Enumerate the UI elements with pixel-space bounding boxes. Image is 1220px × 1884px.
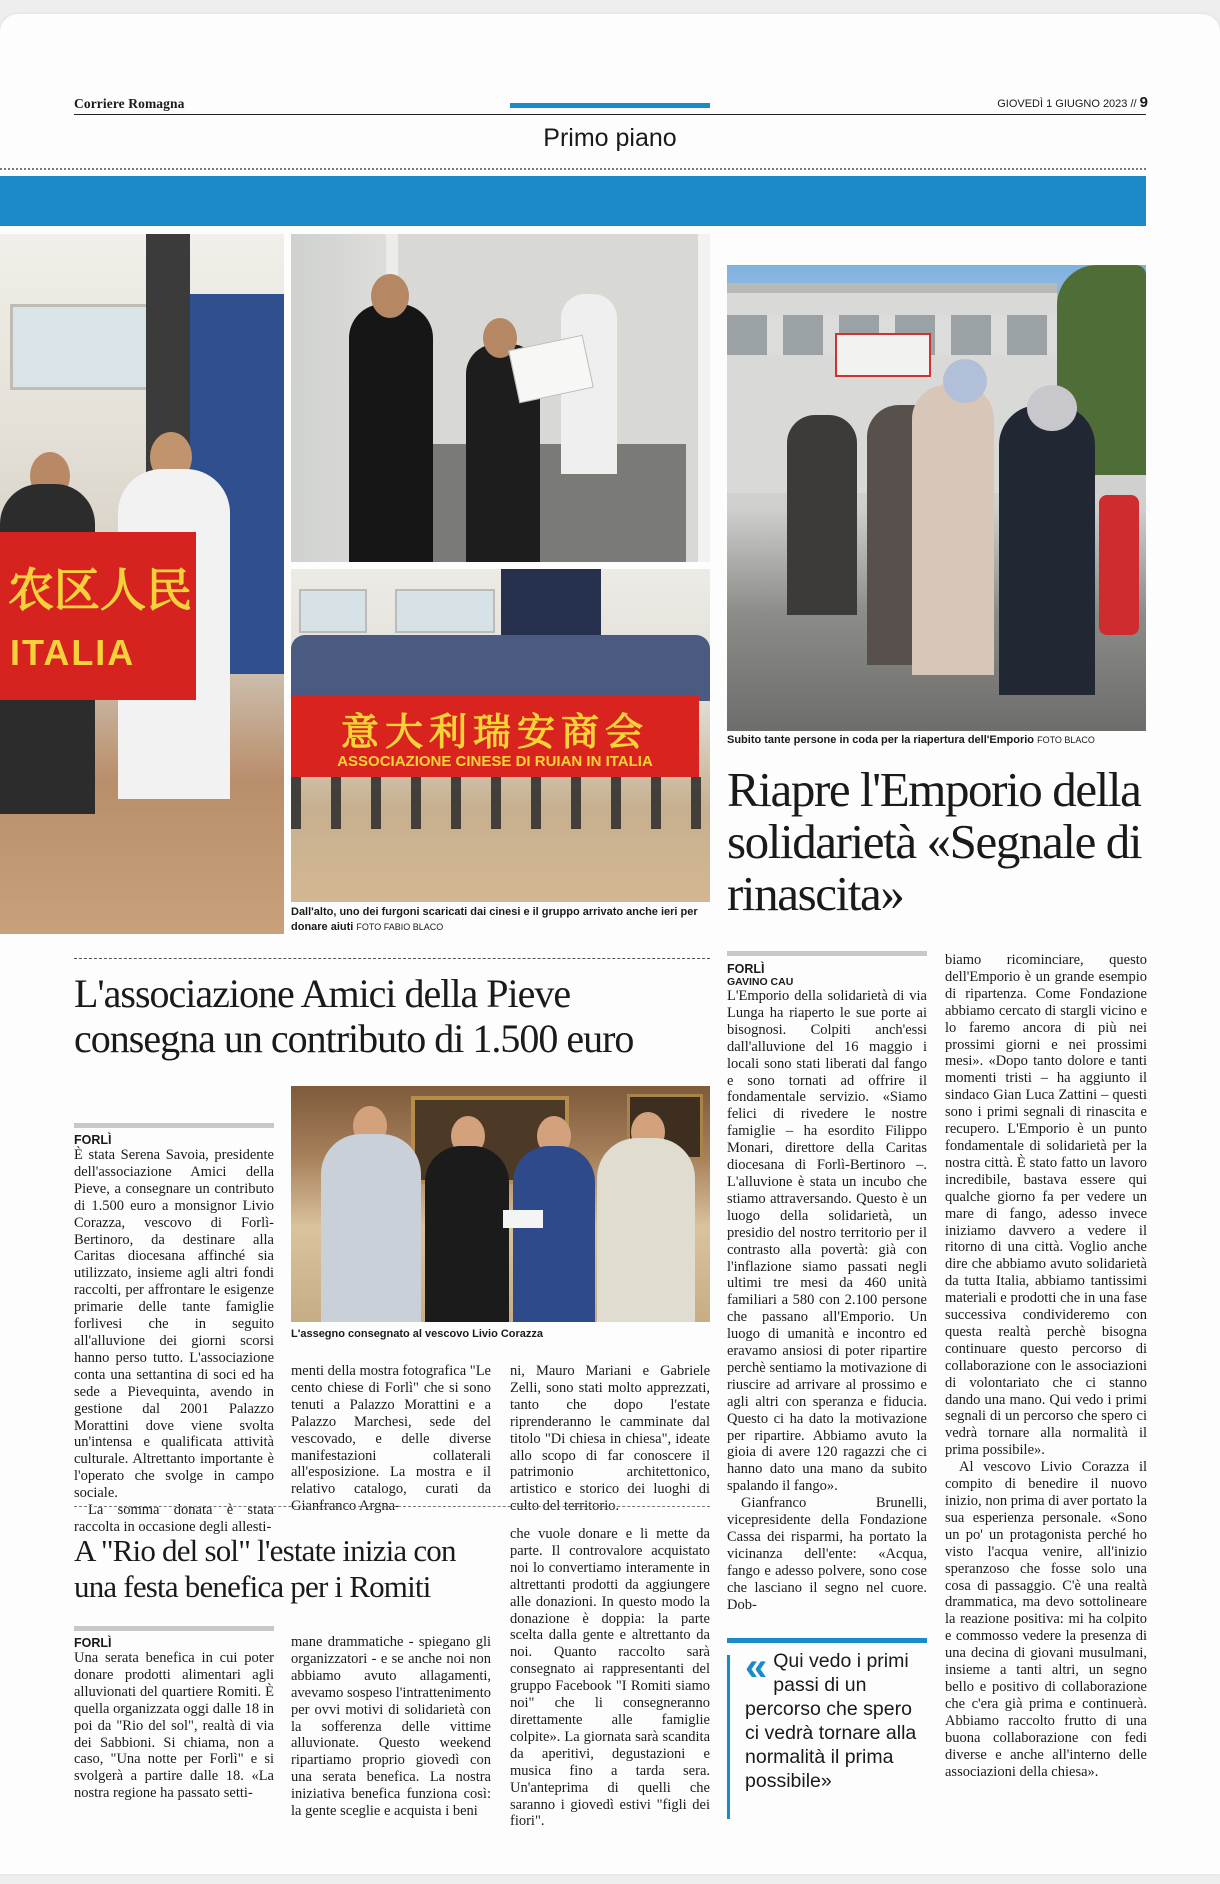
article-pieve-col1: FORLÌ È stata Serena Savoia, presidente dell'associazione Amici della Pieve, a consegnare un contributo di 1.500 euro a monsignor Livio Corazza, vescovo di Forlì-Bertinoro, da destinare alla Caritas diocesana affinché sia utilizzato, insieme agli altri fondi raccolti, per affrontare le esigenze primarie delle tante famiglie forlivesi che in seguito all'alluvione dei giorni scorsi hanno perso tutto. L'associazione conta una settantina di soci ed ha sede a Pievequinta, avendo in gestione dal 2001 Palazzo Morattini dove viene svolta un'intensa e qualificata attività culturale. Altrettanto importante è l'operato che svolge in campo sociale. La somma donata è stata raccolta in occasione degli allesti- bbox=[74, 1123, 274, 1536]
headline-rio-del-sol: A "Rio del sol" l'estate inizia con una festa benefica per i Romiti bbox=[74, 1533, 456, 1604]
kicker-forli: FORLÌ bbox=[74, 1636, 112, 1650]
cheque bbox=[503, 1210, 543, 1228]
banner-association-name: ASSOCIAZIONE CINESE DI RUIAN IN ITALIA bbox=[337, 753, 653, 770]
header-rule bbox=[74, 114, 1146, 115]
pull-quote bbox=[727, 1638, 927, 1823]
dotted-divider bbox=[0, 168, 1146, 170]
photo-credit: FOTO BLACO bbox=[1037, 735, 1095, 745]
issue-date: GIOVEDÌ 1 GIUGNO 2023 // bbox=[997, 98, 1137, 110]
photo-caption-vescovo: L'assegno consegnato al vescovo Livio Corazza bbox=[291, 1328, 544, 1340]
shopping-trolley bbox=[1099, 495, 1139, 635]
section-title: Primo piano bbox=[543, 124, 677, 152]
photo-credit: FOTO FABIO BLACO bbox=[356, 922, 444, 932]
kicker-forli: FORLÌ bbox=[74, 1133, 112, 1147]
quote-icon: « bbox=[745, 1645, 768, 1689]
banner-chinese-text: 农区人民 bbox=[8, 564, 192, 616]
banner-italia-text: ITALIA bbox=[10, 632, 136, 673]
article-pieve-col2: menti della mostra fotografica "Le cento chiese di Forlì" che si sono tenuti a Palazzo Morattini e a Palazzo Marchesi, sede del vescovado, e delle diverse manifestazioni collaterali all'esposizione. La mostra e il relativo catalogo, curati da Gianfranco Argna- bbox=[291, 1363, 491, 1515]
article-rio-col2: mane drammatiche - spiegano gli organizzatori - e se anche noi non abbiamo avuto allagamenti, avevamo sospeso l'intrattenimento per ovvi motivi di solidarietà con la sofferenza delle vittime alluvionate. Questo weekend ripartiamo proprio giovedì con una serata benefica. La nostra iniziativa benefica funziona così: la gente sceglie e acquista i beni bbox=[291, 1634, 491, 1820]
article-emporio-col1: FORLÌ GAVINO CAU L'Emporio della solidarietà di via Lunga ha riaperto le sue porte ai bisognosi. Colpiti anch'essi dall'alluvione del 16 maggio i locali sono stati liberati dal fango e sono tornati ad offrire il fondamentale servizio. «Siamo felici di rivedere le nostre famiglie – ha esordito Filippo Monari, direttore della Caritas diocesana di Forlì-Bertinoro –. L'alluvione è stata un incubo che stiamo attraversando. Questo è un luogo della solidarietà, un presidio del nostro territorio per il contrasto alla povertà: già con l'inflazione siamo passati negli ultimi tre mesi da 460 unità familiari a 580 con 2.100 persone che passano all'Emporio. Un luogo di umanità e incontro ed eravamo ansiosi di poter ripartire perchè sentiamo la motivazione di riuscire ad arrivare al prossimo e agli altri con speranza e fiducia. Questo ci ha dato la motivazione per ripartire. Abbiamo avuto la gioia di avere 120 ragazzi che ci hanno dato una mano da subito spalando il fango». Gianfranco Brunelli, vicepresidente della Fondazione Cassa dei risparmi, ha portato la vicinanza dell'ente: «Acqua, fango e adesso polvere, sono cose che lasciano il segno nel cuore. Dob- bbox=[727, 951, 927, 1614]
photo-banner-holders bbox=[0, 234, 284, 934]
quote-text: Qui vedo i primi passi di un percorso che spero ci vedrà tornare alla normalità il prima possibile» bbox=[745, 1650, 917, 1792]
kicker-forli: FORLÌ bbox=[727, 962, 765, 976]
photo-caption-right: Subito tante persone in coda per la riapertura dell'Emporio FOTO BLACO bbox=[727, 734, 1095, 746]
photo-caption-center: Dall'alto, uno dei furgoni scaricati dai cinesi e il gruppo arrivato anche ieri per donare aiuti FOTO FABIO BLACO bbox=[291, 906, 698, 933]
headline-emporio: Riapre l'Emporio della solidarietà «Segnale di rinascita» bbox=[727, 762, 1142, 921]
article-rio-col1: FORLÌ Una serata benefica in cui poter donare prodotti alimentari agli alluvionati del quartiere Romiti. È quella organizzata oggi dalle 18 in poi da "Rio del sol", realtà di via dei Sabbioni. Si chiama, non a caso, "Una notte per Forlì" e si svolgerà a partire dalle 18. «La nostra regione ha passato setti- bbox=[74, 1626, 274, 1802]
date-and-page bbox=[997, 94, 1148, 111]
banner-chinese-title: 意大利瑞安商会 bbox=[340, 712, 649, 754]
header-accent-bar bbox=[510, 103, 710, 108]
newspaper-name: Corriere Romagna bbox=[74, 96, 185, 111]
page-number: 9 bbox=[1139, 94, 1148, 111]
dashed-divider bbox=[74, 1506, 710, 1507]
byline: GAVINO CAU bbox=[727, 976, 794, 988]
photo-group-banner bbox=[291, 569, 710, 902]
article-rio-col3: che vuole donare e li mette da parte. Il controvalore acquistato noi lo convertiamo interamente in altrettanti prodotti da aggiungere alle donazioni. In questo modo la donazione è doppia: la parte scelta dalla gente e altrettanto da noi. Quanto raccolto sarà consegnato ai rappresentanti del gruppo Facebook "I Romiti siamo noi" che li consegneranno direttamente alle famiglie colpite». La giornata sarà scandita da aperitivi, degustazioni e musica fino a tarda sera. Un'anteprima di quelli che saranno i giovedì estivi "figli dei fiori". bbox=[510, 1526, 710, 1830]
red-banner bbox=[0, 532, 196, 700]
blue-band bbox=[0, 176, 1146, 226]
association-banner bbox=[291, 695, 699, 777]
photo-van-unloading bbox=[291, 234, 710, 562]
newspaper-page bbox=[0, 14, 1220, 1874]
photo-emporio-queue bbox=[727, 265, 1146, 731]
article-pieve-col3: ni, Mauro Mariani e Gabriele Zelli, sono stati molto apprezzati, tanto che dopo l'estate riprenderanno le camminate dal titolo "Di chiesa in chiesa", ideate allo scopo di far conoscere il patrimonio architettonico, artistico e storico dei luoghi di culto del territorio. bbox=[510, 1363, 710, 1515]
photo-vescovo-cheque bbox=[291, 1086, 710, 1322]
emporio-sign bbox=[835, 333, 931, 377]
article-emporio-col2: biamo ricominciare, questo dell'Emporio è un grande esempio di ripartenza. Come Fondazione abbiamo cercato di stargli vicino e lo faremo ancora di più nei prossimi giorni e nei prossimi mesi». «Dopo tanto dolore e tanti momenti tristi – ha aggiunto il sindaco Gian Luca Zattini – questi sono i primi segnali di rinascita e recupero. L'Emporio è un punto fondamentale di solidarietà per la nostra città. È stato fatto un lavoro incredibile, bastava essere qui qualche giorno fa per vedere un mare di fango, adesso invece iniziamo davvero a vedere il ritorno di una città. Voglio anche dire che abbiamo avuto solidarietà da tutta Italia, abbiamo tantissimi materiali e prodotti che in una fase successiva condivideremo con questa realtà perchè bisogna continuare questo percorso di collaborazione con le associazioni di volontariato che ci stanno dando una mano. Qui vedo i primi segnali di un percorso che spero ci vedrà tornare alla normalità il prima possibile». Al vescovo Livio Corazza il compito di benedire il nuovo inizio, non prima di aver portato la sua esperienza personale. «Sono un po' un protagonista perché ho visto l'acqua venire, all'inizio speranzoso che fosse solo una cosa di passaggio. C'è una realtà drammatica, ma devo sottolineare la reazione positiva: mi ha colpito e commosso vedere la presenza di una decina di giovani musulmani, insieme a tanti altri, un segno bello e positivo di collaborazione che c'era già prima e continuerà. Abbiamo raccolto frutto di una buona collaborazione con fedi diverse e anche all'interno delle associazioni della chiesa». bbox=[945, 952, 1147, 1780]
dashed-divider bbox=[74, 958, 710, 959]
headline-pieve: L'associazione Amici della Pieve consegna un contributo di 1.500 euro bbox=[74, 971, 634, 1061]
